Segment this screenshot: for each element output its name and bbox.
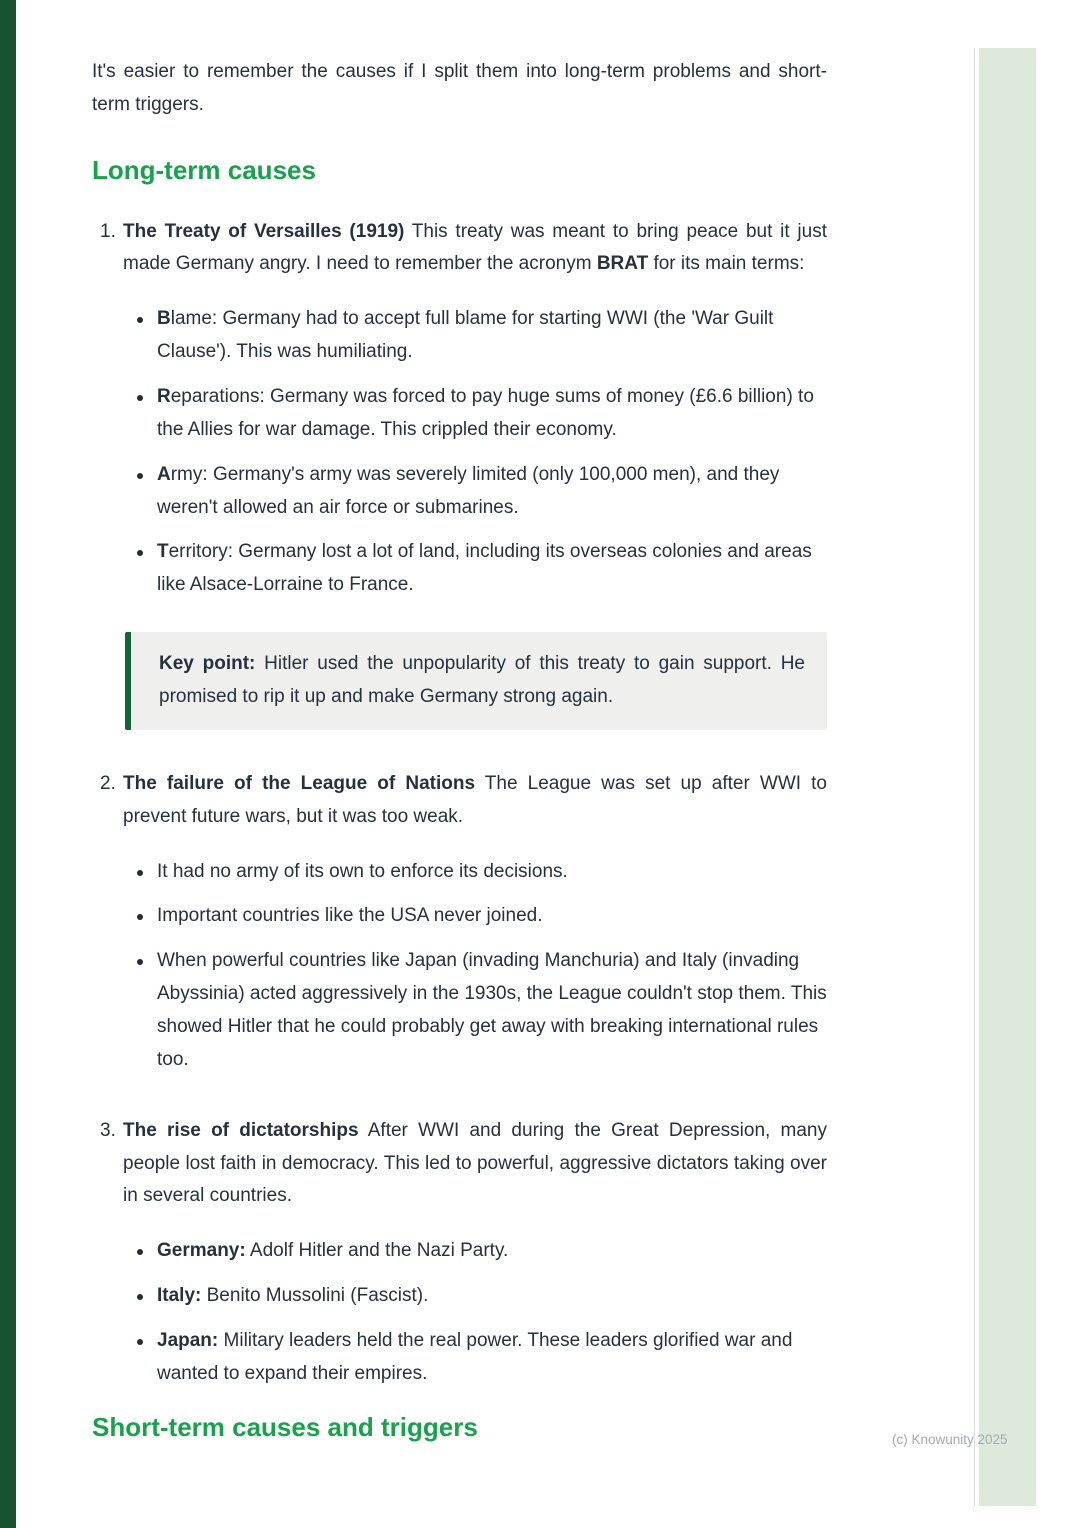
acronym-bold: BRAT <box>596 253 649 275</box>
dictators-bullet-list <box>123 1235 827 1390</box>
page-right-divider-line <box>974 48 975 1506</box>
heading-short-term-causes: Short-term causes and triggers <box>92 1411 478 1442</box>
item-lead-bold: The failure of the League of Nations <box>123 772 476 794</box>
item-paragraph: The rise of dictatorships After WWI and during the Great Depression, many people lost faith in democracy. This led to powerful, aggressive dictators taking over in several countries. <box>123 1119 827 1207</box>
keypoint-callout-box <box>125 632 827 730</box>
item-lead-bold: The Treaty of Versailles (1919) <box>123 220 405 242</box>
league-bullet-list <box>123 856 827 1077</box>
page-left-border <box>0 0 16 1528</box>
bullet-item-usa-never-joined: Important countries like the USA never joined. <box>123 900 827 933</box>
item-body <box>123 1115 827 1391</box>
brat-bullet-list <box>123 303 827 602</box>
keypoint-text: Key point: Hitler used the unpopularity of this treaty to gain support. He promised to rip it up and make Germany strong again. <box>159 653 805 707</box>
bullet-item-territory: Territory: Germany lost a lot of land, including its overseas colonies and areas like Alsace-Lorraine to France. <box>123 536 827 602</box>
bullet-item-italy-mussolini: Italy: Benito Mussolini (Fascist). <box>123 1280 827 1313</box>
page-right-margin-bar <box>979 48 1036 1506</box>
bullet-item-reparations: Reparations: Germany was forced to pay huge sums of money (£6.6 billion) to the Allies for war damage. This crippled their economy. <box>123 381 827 447</box>
item-body <box>123 216 827 730</box>
item-number: 1. <box>100 220 116 242</box>
heading-long-term-causes: Long-term causes <box>92 154 316 185</box>
bullet-item-japan-military: Japan: Military leaders held the real power. These leaders glorified war and wanted to expand their empires. <box>123 1325 827 1391</box>
list-item-rise-of-dictatorships <box>100 1115 827 1391</box>
bullet-item-no-army: It had no army of its own to enforce its decisions. <box>123 856 827 889</box>
footer-copyright: (c) Knowunity 2025 <box>892 1432 1008 1447</box>
list-item-league-of-nations <box>100 768 827 1077</box>
list-item-treaty-of-versailles <box>100 216 827 730</box>
item-body <box>123 768 827 1077</box>
bullet-item-aggression-unpunished: When powerful countries like Japan (invading Manchuria) and Italy (invading Abyssinia) acted aggressively in the 1930s, the League couldn't stop them. This showed Hitler that he could probably get away with breaking international rules too. <box>123 945 827 1076</box>
bullet-item-army: Army: Germany's army was severely limited (only 100,000 men), and they weren't allowed an air force or submarines. <box>123 459 827 525</box>
item-number: 3. <box>100 1119 116 1141</box>
bullet-item-blame: Blame: Germany had to accept full blame for starting WWI (the 'War Guilt Clause'). This was humiliating. <box>123 303 827 369</box>
item-paragraph: The failure of the League of Nations The League was set up after WWI to prevent future wars, but it was too weak. <box>123 772 827 827</box>
item-number: 2. <box>100 772 116 794</box>
intro-paragraph: It's easier to remember the causes if I split them into long-term problems and short-term triggers. <box>92 61 827 115</box>
item-paragraph: The Treaty of Versailles (1919) This treaty was meant to bring peace but it just made Germany angry. I need to remember the acronym BRAT for its main terms: <box>123 220 827 275</box>
bullet-item-germany-hitler: Germany: Adolf Hitler and the Nazi Party. <box>123 1235 827 1268</box>
item-lead-bold: The rise of dictatorships <box>123 1119 359 1141</box>
document-content <box>92 0 827 1445</box>
long-term-causes-list <box>92 216 827 1391</box>
